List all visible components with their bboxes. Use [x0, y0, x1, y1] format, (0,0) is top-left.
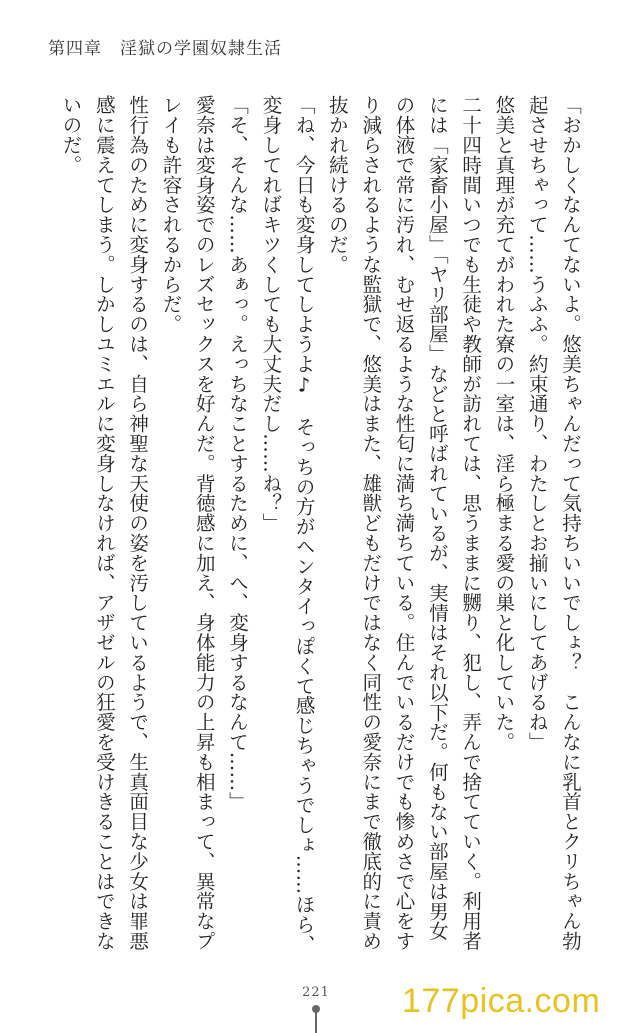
paragraph: 二十四時間いつでも生徒や教師が訪れては、思うままに嬲り、犯し、弄んで捨てていく。利用者には「家畜小屋」「ヤリ部屋」などと呼ばれているが、実情はそれ以下だ。何もない部屋は男女の体液で常に汚れ、むせ返るような性匂に満ち満ちている。住んでいるだけでも惨めさで心をすり減らされるような監獄で、悠美はまた、雄獣どもだけではなく同性の愛奈にまで徹底的に責め抜かれ続けるのだ。 [325, 95, 483, 951]
paragraph: 性行為のために変身するのは、自ら神聖な天使の姿を汚しているようで、生真面目な少女は罪悪感に震えてしまう。しかしユミエルに変身しなければ、アザゼルの狂愛を受けきることはできないのだ。 [59, 95, 150, 951]
watermark: 177pica.com [402, 982, 601, 1020]
paragraph: 「そ、そんな……あぁっ。えっちなことするために、へ、変身するなんて……」 [226, 95, 250, 812]
running-header [48, 34, 282, 59]
chapter-number: 第四章 [48, 39, 102, 59]
footer-line-ornament [315, 1012, 317, 1033]
paragraph: 悠美と真理が充てがわれた寮の一室は、淫ら極まる愛の巣と化していた。 [492, 95, 516, 752]
chapter-title: 淫獄の学園奴隷生活 [120, 39, 282, 59]
paragraph: 「おかしくなんてないよ。悠美ちゃんだって気持ちいいでしょ？ こんなに乳首とクリちゃん勃起させちゃって……うふふ。約束通り、わたしとお揃いにしてあげるね」 [525, 95, 582, 951]
paragraph: 「ね、今日も変身してしようよ♪ そっちの方がヘンタイっぽくて感じちゃうでしょ……ほら、変身してればキツくしても大丈夫だし……ね？」 [259, 95, 316, 955]
page-number: 221 [302, 985, 330, 1000]
paragraph: 愛奈は変身姿でのレズセックスを好んだ。背徳感に加え、身体能力の上昇も相まって、異常なプレイも許容されるからだ。 [159, 95, 216, 951]
body-text [54, 95, 587, 955]
